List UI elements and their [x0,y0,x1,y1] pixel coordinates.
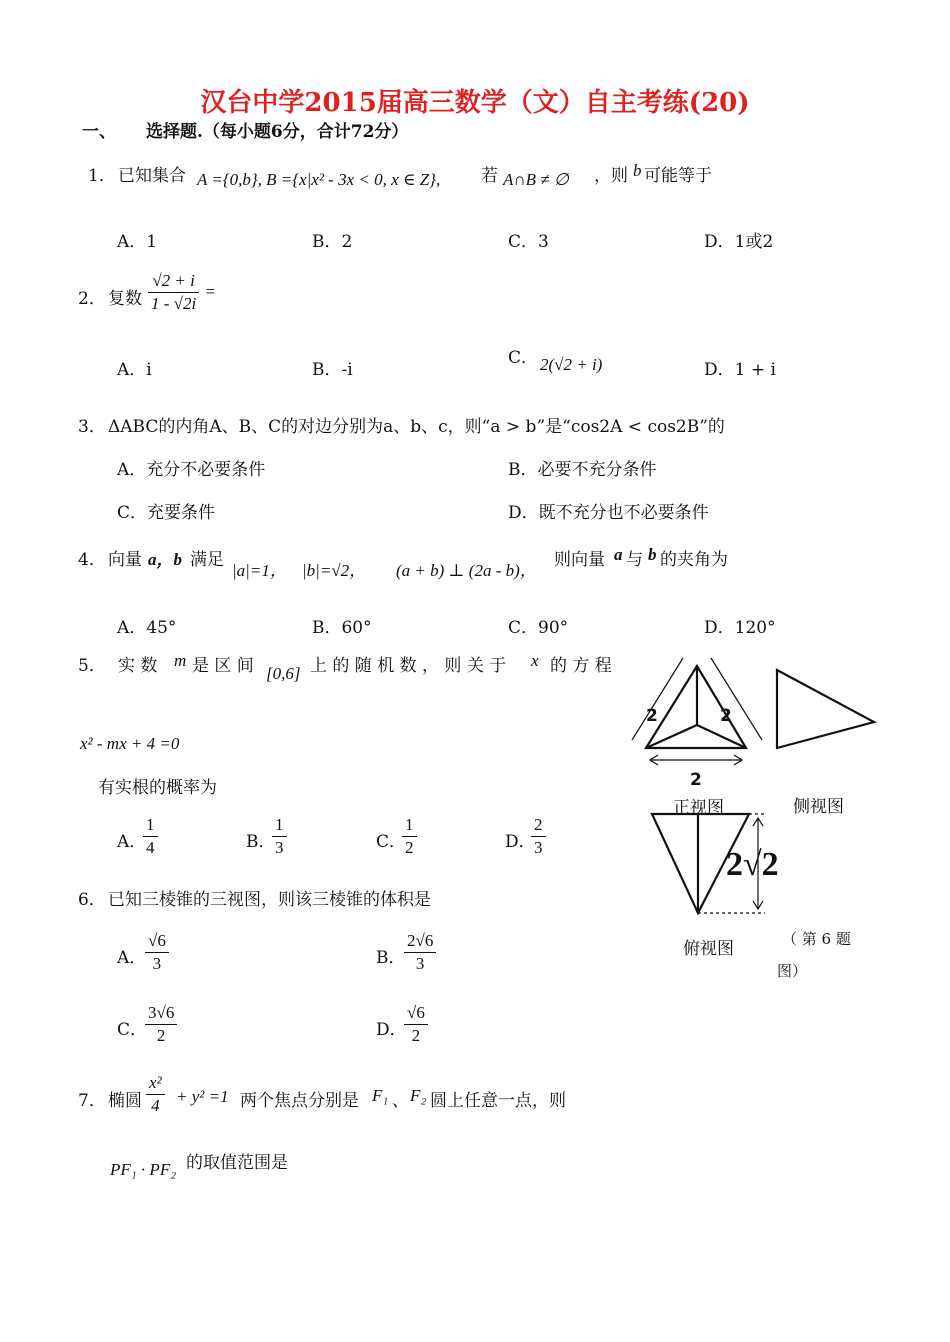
q2-option-a: A．i [117,360,152,380]
q4-option-d: D．120° [704,618,776,638]
q4-cond-b: |b|=√2， [302,561,367,580]
q5-text: 实 数 [118,656,158,676]
q5-a-denominator: 4 [146,838,155,857]
q5-text-equation: 的 方 程 [550,656,612,676]
q2-equals: = [204,282,216,301]
q3-option-d: D．既不充分也不必要条件 [508,503,709,523]
section-label: 选择题.（每小题6分，合计72分） [146,122,409,142]
q5-b-numerator: 1 [272,814,287,837]
q4-cond-perp: (a + b) ⊥ (2a - b)， [396,561,537,580]
q1-var-b: b [633,161,642,180]
q5-number: 5． [78,656,106,676]
q7-denominator: 4 [151,1096,160,1115]
side-view-triangle [777,670,874,748]
q1-text: 已知集合 [118,166,186,186]
q5-a-numerator: 1 [143,814,158,837]
q4-number: 4． [78,550,106,570]
q4-option-b: B．60° [312,618,372,638]
top-view-label: 俯视图 [683,939,734,959]
q7-ellipse-expr: + y² =1 [176,1087,229,1106]
q1-option-c: C．3 [508,232,549,252]
q6-b-denominator: 3 [415,954,425,973]
q4-text-yu: 与 [626,550,643,570]
q2-option-c-expr: 2(√2 + i) [540,355,603,374]
q7-dun: 、 [392,1091,409,1111]
q4-text-ze: 则向量 [554,550,605,570]
q7-dot-product: PF₁ · PF₂ [110,1160,177,1179]
q7-f1: F₁ [372,1086,389,1105]
q4-text: 向量 [108,550,142,570]
q5-option-a: A． [117,832,147,852]
dim-label-left: 2 [646,706,658,726]
q5-var-m: m [174,651,187,670]
q7-text-foci: 两个焦点分别是 [240,1091,359,1111]
q1-option-b: B．2 [312,232,353,252]
q1-text-ruo: 若 [481,166,498,186]
q5-option-c: C． [376,832,407,852]
q1-intersection-expr: A∩B ≠ ∅ [503,170,569,189]
q7-text: 椭圆 [108,1091,142,1111]
q7-number: 7． [78,1091,106,1111]
figure-caption-line1: （ 第 6 题 [782,930,851,948]
q3-option-c: C．充要条件 [117,503,216,523]
q6-b-numerator: 2√6 [404,930,436,953]
q6-option-a: A． [117,948,147,968]
dim-label-bottom: 2 [690,770,702,790]
q7-numerator: x² [146,1072,165,1095]
q5-text-probability: 有实根的概率为 [98,778,217,798]
q2-option-b: B．-i [312,360,353,380]
q1-text-ze: ，则 [594,166,628,186]
side-view [777,670,874,748]
dim-line-right [711,658,762,740]
q5-text-random: 上 的 随 机 数 ， 则 关 于 [310,656,507,676]
section-number: 一、 [82,122,116,142]
q5-c-denominator: 2 [405,838,414,857]
q2-option-c-label: C． [508,348,539,368]
figure-caption-line2: 图） [777,962,808,980]
q1-number: 1． [88,166,116,186]
dim-label-top-view: 2√2 [726,846,779,883]
q5-interval: [0,6] [266,664,301,683]
q3-number: 3． [78,417,106,437]
q4-option-a: A．45° [117,618,177,638]
side-view-label: 侧视图 [793,797,844,817]
q6-d-numerator: √6 [404,1002,428,1025]
q4-text-end: 的夹角为 [660,550,728,570]
q6-d-denominator: 2 [411,1026,421,1045]
q2-text: 复数 [108,289,142,309]
q6-a-denominator: 3 [152,954,162,973]
q6-a-numerator: √6 [145,930,169,953]
q4-option-c: C．90° [508,618,569,638]
q1-option-a: A．1 [117,232,158,252]
q3-text: ΔABC的内角A、B、C的对边分别为a、b、c，则“a > b”是“cos2A < cos2B”的 [108,417,725,437]
q7-text-circle: 圆上任意一点，则 [430,1091,566,1111]
q4-vec-b: b [648,545,657,564]
q5-c-numerator: 1 [402,814,417,837]
q6-c-numerator: 3√6 [145,1002,177,1025]
q6-number: 6． [78,890,106,910]
q6-option-d: D． [376,1020,407,1040]
front-view-label: 正视图 [673,798,724,818]
q5-equation: x² - mx + 4 =0 [80,734,180,753]
q2-option-d: D．1 + i [704,360,776,380]
page-title: 汉台中学2015届高三数学（文）自主考练(20) [200,88,750,118]
q5-option-d: D． [505,832,536,852]
q5-option-b: B． [246,832,276,852]
q5-d-denominator: 3 [534,838,543,857]
q4-vectors: a，b [148,550,182,569]
q5-d-numerator: 2 [531,814,546,837]
q5-text-interval: 是 区 间 [192,656,254,676]
q1-option-d: D．1或2 [704,232,774,252]
q2-number: 2． [78,289,106,309]
q6-option-c: C． [117,1020,148,1040]
q6-option-b: B． [376,948,406,968]
q5-b-denominator: 3 [275,838,284,857]
q2-numerator: √2 + i [148,270,199,293]
q6-c-denominator: 2 [156,1026,166,1045]
q4-text-manzu: 满足 [190,550,224,570]
dim-label-right: 2 [720,706,732,726]
q7-f2: F₂ [410,1086,427,1105]
q4-cond-a: |a|=1， [232,561,287,580]
q7-text-range: 的取值范围是 [186,1153,288,1173]
q3-option-b: B．必要不充分条件 [508,460,657,480]
q4-vec-a: a [614,545,623,564]
q3-option-a: A．充分不必要条件 [117,460,266,480]
q1-text-end: 可能等于 [644,166,712,186]
q2-denominator: 1 - √2i [151,294,197,313]
q6-text: 已知三棱锥的三视图，则该三棱锥的体积是 [108,890,431,910]
q1-set-expr: A ={0,b}, B ={x|x² - 3x < 0, x ∈ Z}, [197,170,441,189]
q5-var-x: x [531,651,539,670]
